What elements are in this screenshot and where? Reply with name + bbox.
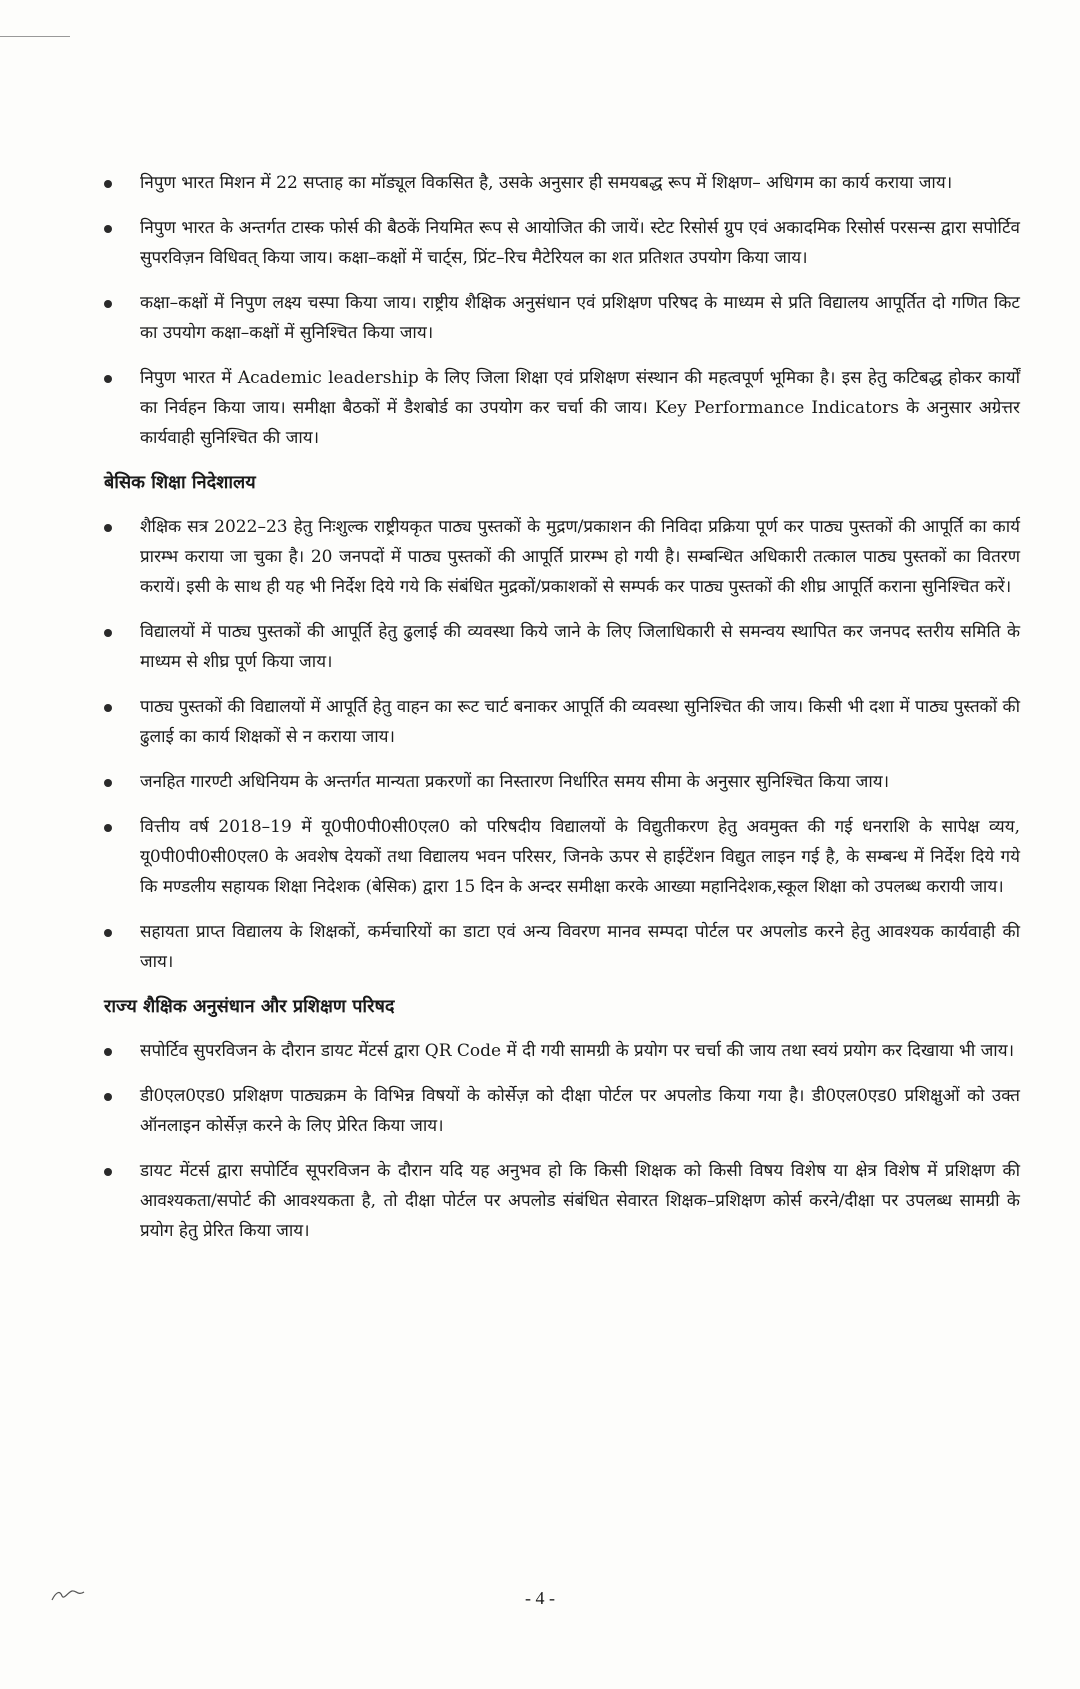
list-item-text: शैक्षिक सत्र 2022–23 हेतु निःशुल्क राष्ट्रीयकृत पाठ्य पुस्तकों के मुद्रण/प्रकाशन की निविदा प्रक्रिया पूर्ण कर पाठ्य पुस्तकों की आपूर्ति का कार्य प्रारम्भ कराया जा चुका है। 20 जनपदों में पाठ्य पुस्तकों की आपूर्ति प्रारम्भ हो गयी है। सम्बन्धित अधिकारी तत्काल पाठ्य पुस्तकों का वितरण करायें। इसी के साथ ही यह भी निर्देश दिये गये कि संबंधित मुद्रकों/प्रकाशकों से सम्पर्क कर पाठ्य पुस्तकों की शीघ्र आपूर्ति कराना सुनिश्चित करें। xyxy=(140,517,1020,597)
bullet-list-scert xyxy=(104,1036,1020,1246)
bullet-list-nipun-bharat xyxy=(104,168,1020,453)
bullet-list-basic-education xyxy=(104,512,1020,977)
list-item-text: वित्तीय वर्ष 2018–19 में यू0पी0पी0सी0एल0 को परिषदीय विद्यालयों के विद्युतीकरण हेतु अवमुक्त की गई धनराशि के सापेक्ष व्यय, यू0पी0पी0सी0एल0 के अवशेष देयकों तथा विद्यालय भवन परिसर, जिनके ऊपर से हाईटेंशन विद्युत लाइन गई है, के सम्बन्ध में निर्देश दिये गये कि मण्डलीय सहायक शिक्षा निदेशक (बेसिक) द्वारा 15 दिन के अन्दर समीक्षा करके आख्या महानिदेशक,स्कूल शिक्षा को उपलब्ध करायी जाय। xyxy=(140,817,1020,897)
list-item-text: सहायता प्राप्त विद्यालय के शिक्षकों, कर्मचारियों का डाटा एवं अन्य विवरण मानव सम्पदा पोर्टल पर अपलोड करने हेतु आवश्यक कार्यवाही की जाय। xyxy=(140,922,1020,972)
bullet-icon xyxy=(104,300,112,308)
bullet-icon xyxy=(104,779,112,787)
page-number: - 4 - xyxy=(525,1588,555,1608)
list-item xyxy=(104,812,1020,902)
list-item xyxy=(104,288,1020,348)
bullet-icon xyxy=(104,180,112,188)
list-item xyxy=(104,1081,1020,1141)
bullet-icon xyxy=(104,824,112,832)
list-item-text: जनहित गारण्टी अधिनियम के अन्तर्गत मान्यता प्रकरणों का निस्तारण निर्धारित समय सीमा के अनुसार सुनिश्चित किया जाय। xyxy=(140,772,890,792)
document-body xyxy=(104,168,1020,1261)
bullet-icon xyxy=(104,1093,112,1101)
list-item-text: विद्यालयों में पाठ्य पुस्तकों की आपूर्ति हेतु ढुलाई की व्यवस्था किये जाने के लिए जिलाधिकारी से समन्वय स्थापित कर जनपद स्तरीय समिति के माध्यम से शीघ्र पूर्ण किया जाय। xyxy=(140,622,1020,672)
bullet-icon xyxy=(104,524,112,532)
list-item-text: निपुण भारत में Academic leadership के लिए जिला शिक्षा एवं प्रशिक्षण संस्थान की महत्वपूर्ण भूमिका है। इस हेतु कटिबद्ध होकर कार्यों का निर्वहन किया जाय। समीक्षा बैठकों में डैशबोर्ड का उपयोग कर चर्चा की जाय। Key Performance Indicators के अनुसार अग्रेत्तर कार्यवाही सुनिश्चित की जाय। xyxy=(140,368,1020,448)
bullet-icon xyxy=(104,929,112,937)
list-item-text: डायट मेंटर्स द्वारा सपोर्टिव सूपरविजन के दौरान यदि यह अनुभव हो कि किसी शिक्षक को किसी विषय विशेष या क्षेत्र विशेष में प्रशिक्षण की आवश्यकता/सपोर्ट की आवश्यकता है, तो दीक्षा पोर्टल पर अपलोड संबंधित सेवारत शिक्षक–प्रशिक्षण कोर्स करने/दीक्षा पर उपलब्ध सामग्री के प्रयोग हेतु प्रेरित किया जाय। xyxy=(140,1161,1020,1241)
bullet-icon xyxy=(104,704,112,712)
list-item xyxy=(104,1036,1020,1066)
list-item xyxy=(104,363,1020,453)
bullet-icon xyxy=(104,629,112,637)
bullet-icon xyxy=(104,1048,112,1056)
bullet-icon xyxy=(104,375,112,383)
list-item-text: डी0एल0एड0 प्रशिक्षण पाठ्यक्रम के विभिन्न विषयों के कोर्सेज़ को दीक्षा पोर्टल पर अपलोड किया गया है। डी0एल0एड0 प्रशिक्षुओं को उक्त ऑनलाइन कोर्सेज़ करने के लिए प्रेरित किया जाय। xyxy=(140,1086,1020,1136)
list-item xyxy=(104,692,1020,752)
list-item xyxy=(104,917,1020,977)
section-heading-scert: राज्य शैक्षिक अनुसंधान और प्रशिक्षण परिषद xyxy=(104,996,395,1017)
list-item-text: निपुण भारत मिशन में 22 सप्ताह का मॉड्यूल विकसित है, उसके अनुसार ही समयबद्ध रूप में शिक्षण– अधिगम का कार्य कराया जाय। xyxy=(140,173,953,193)
list-item xyxy=(104,1156,1020,1246)
list-item-text: निपुण भारत के अन्तर्गत टास्क फोर्स की बैठकें नियमित रूप से आयोजित की जायें। स्टेट रिसोर्स ग्रुप एवं अकादमिक रिसोर्स परसन्स द्वारा सपोर्टिव सुपरविज़न विधिवत् किया जाय। कक्षा–कक्षों में चार्ट्स, प्रिंट–रिच मैटेरियल का शत प्रतिशत उपयोग किया जाय। xyxy=(140,218,1020,268)
list-item xyxy=(104,617,1020,677)
list-item-text: पाठ्य पुस्तकों की विद्यालयों में आपूर्ति हेतु वाहन का रूट चार्ट बनाकर आपूर्ति की व्यवस्था सुनिश्चित की जाय। किसी भी दशा में पाठ्य पुस्तकों की ढुलाई का कार्य शिक्षकों से न कराया जाय। xyxy=(140,697,1020,747)
bullet-icon xyxy=(104,1168,112,1176)
list-item xyxy=(104,213,1020,273)
section-heading-basic-education: बेसिक शिक्षा निदेशालय xyxy=(104,472,256,493)
list-item-text: सपोर्टिव सुपरविजन के दौरान डायट मेंटर्स द्वारा QR Code में दी गयी सामग्री के प्रयोग पर चर्चा की जाय तथा स्वयं प्रयोग कर दिखाया भी जाय। xyxy=(140,1041,1015,1061)
bullet-icon xyxy=(104,225,112,233)
list-item xyxy=(104,512,1020,602)
top-margin-rule xyxy=(0,36,70,37)
list-item xyxy=(104,168,1020,198)
list-item-text: कक्षा–कक्षों में निपुण लक्ष्य चस्पा किया जाय। राष्ट्रीय शैक्षिक अनुसंधान एवं प्रशिक्षण परिषद के माध्यम से प्रति विद्यालय आपूर्तित दो गणित किट का उपयोग कक्षा–कक्षों में सुनिश्चित किया जाय। xyxy=(140,293,1020,343)
list-item xyxy=(104,767,1020,797)
